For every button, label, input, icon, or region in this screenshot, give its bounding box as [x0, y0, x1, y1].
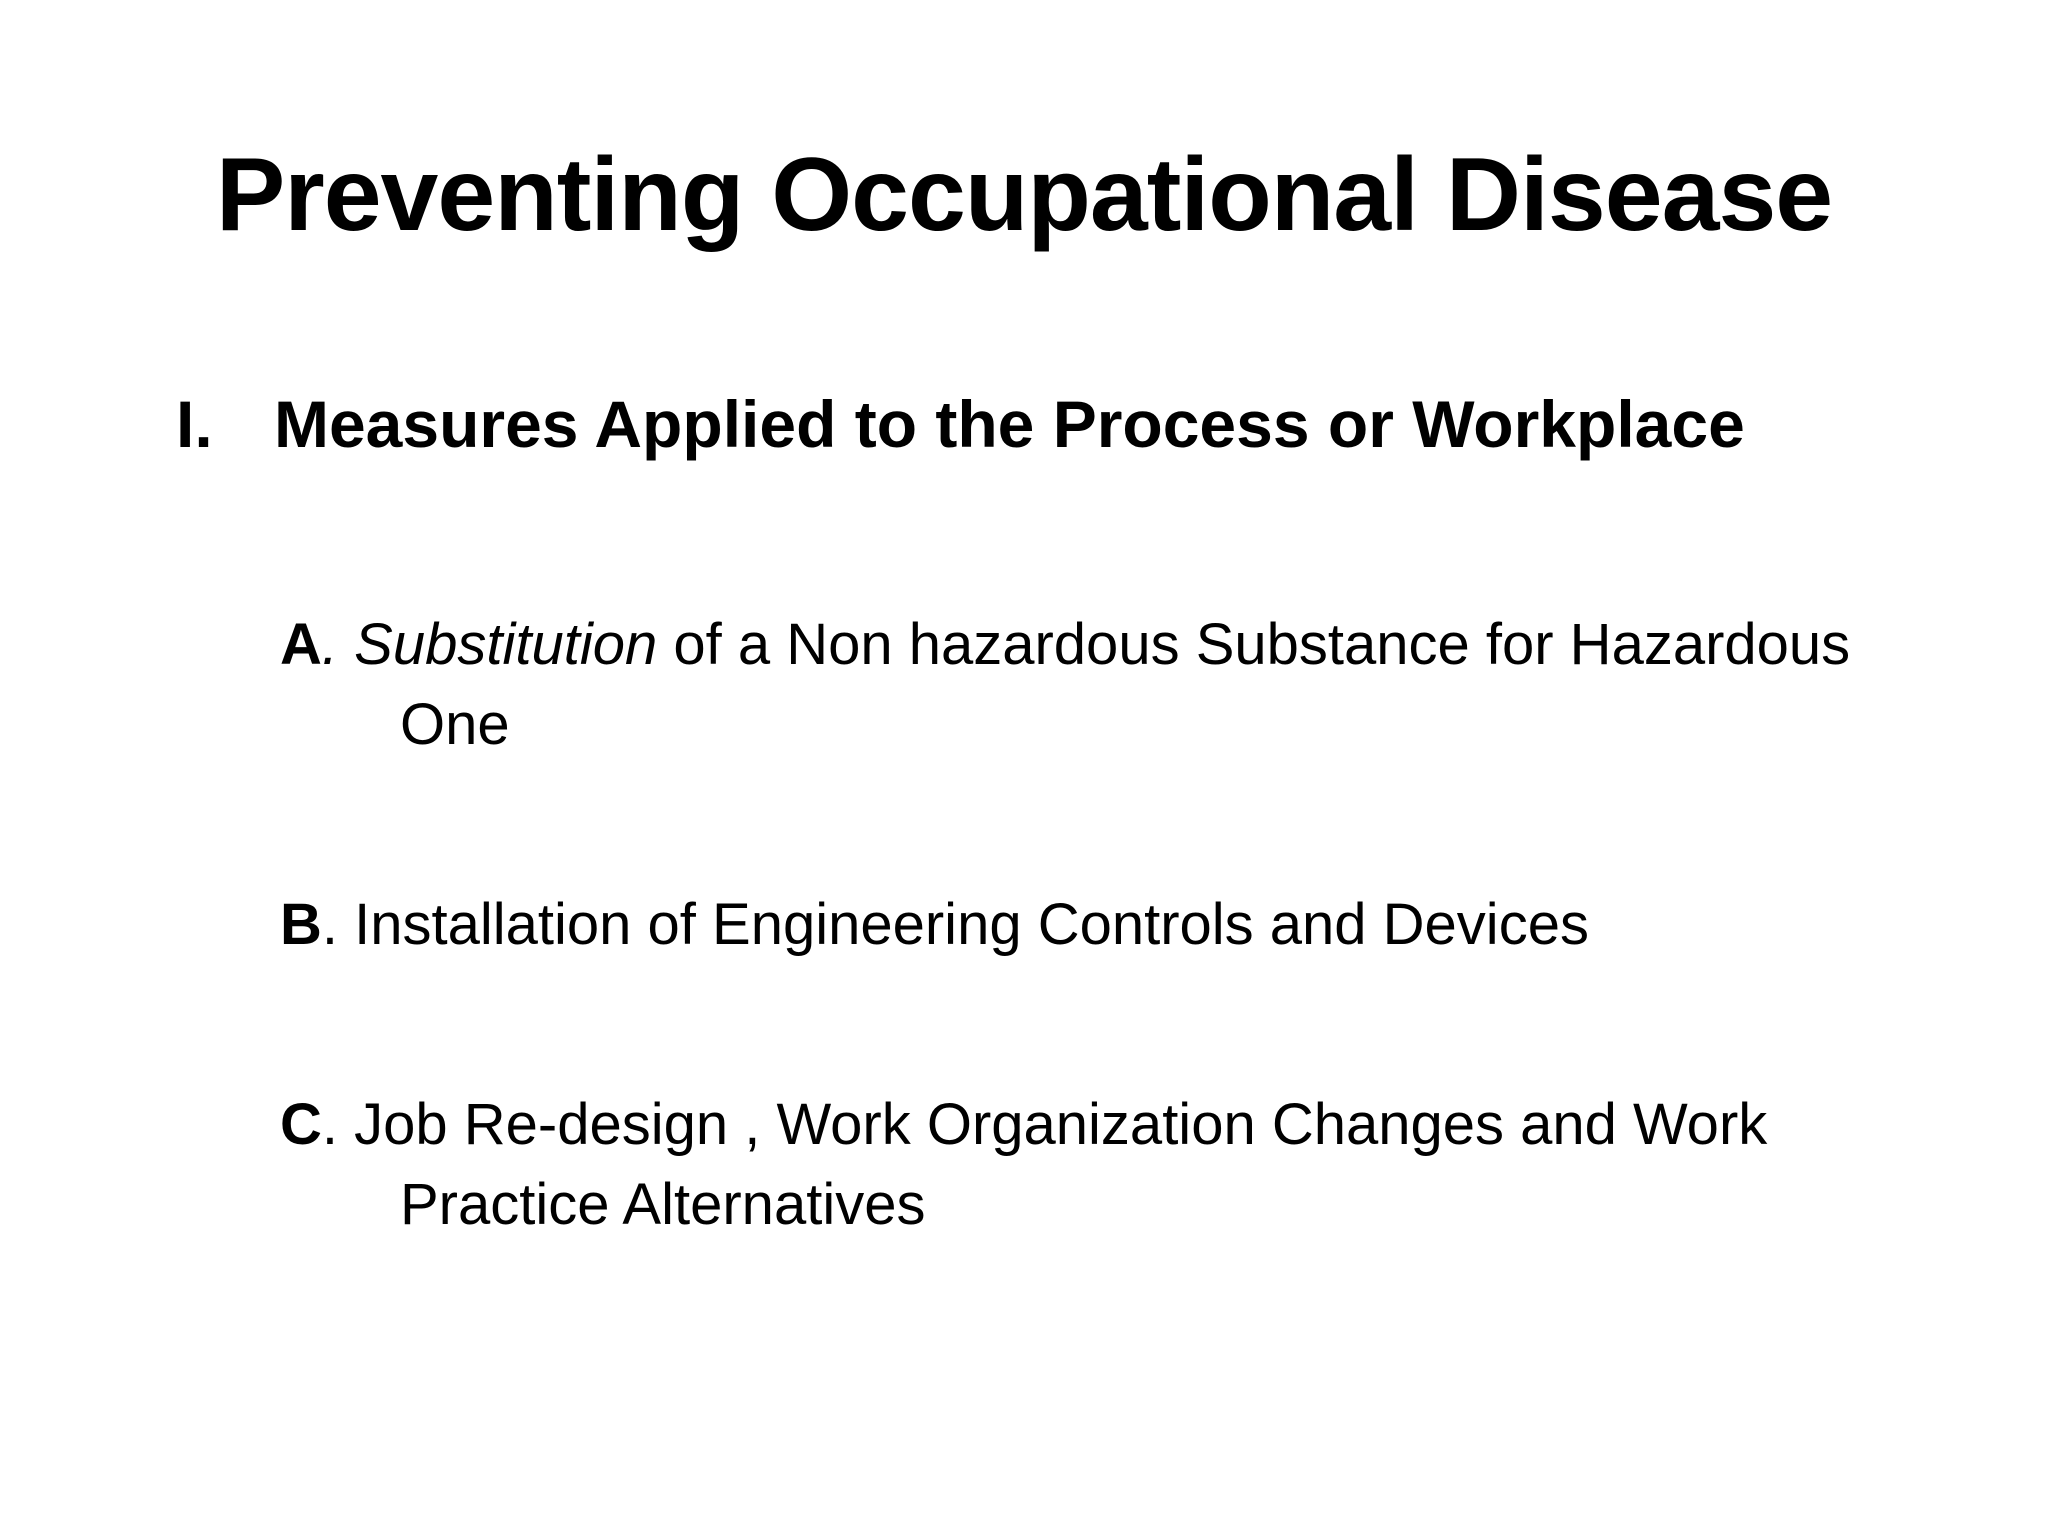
item-text-line2: One	[400, 692, 510, 757]
item-text-line1: Installation of Engineering Controls and Devices	[338, 892, 1589, 957]
item-text-line2: Practice Alternatives	[400, 1172, 926, 1237]
item-separator: .	[321, 612, 339, 677]
item-emphasis: Substitution	[354, 612, 658, 677]
list-item-b	[280, 885, 1980, 965]
item-letter: C	[280, 1092, 322, 1157]
item-text-line1: Job Re-design , Work Organization Changes and Work	[338, 1092, 1768, 1157]
item-letter: A	[280, 612, 322, 677]
list-item-c	[280, 1085, 1980, 1245]
item-separator: .	[321, 1092, 339, 1157]
section-heading-text: Measures Applied to the Process or Workplace	[274, 387, 1745, 461]
item-separator: .	[321, 892, 339, 957]
item-text-line1: of a Non hazardous Substance for Hazardous	[657, 612, 1851, 677]
list-item-a	[280, 605, 1980, 765]
item-letter: B	[280, 892, 322, 957]
section-numeral: I.	[176, 387, 213, 461]
slide-title: Preventing Occupational Disease	[215, 137, 1833, 253]
section-heading	[176, 384, 1745, 464]
